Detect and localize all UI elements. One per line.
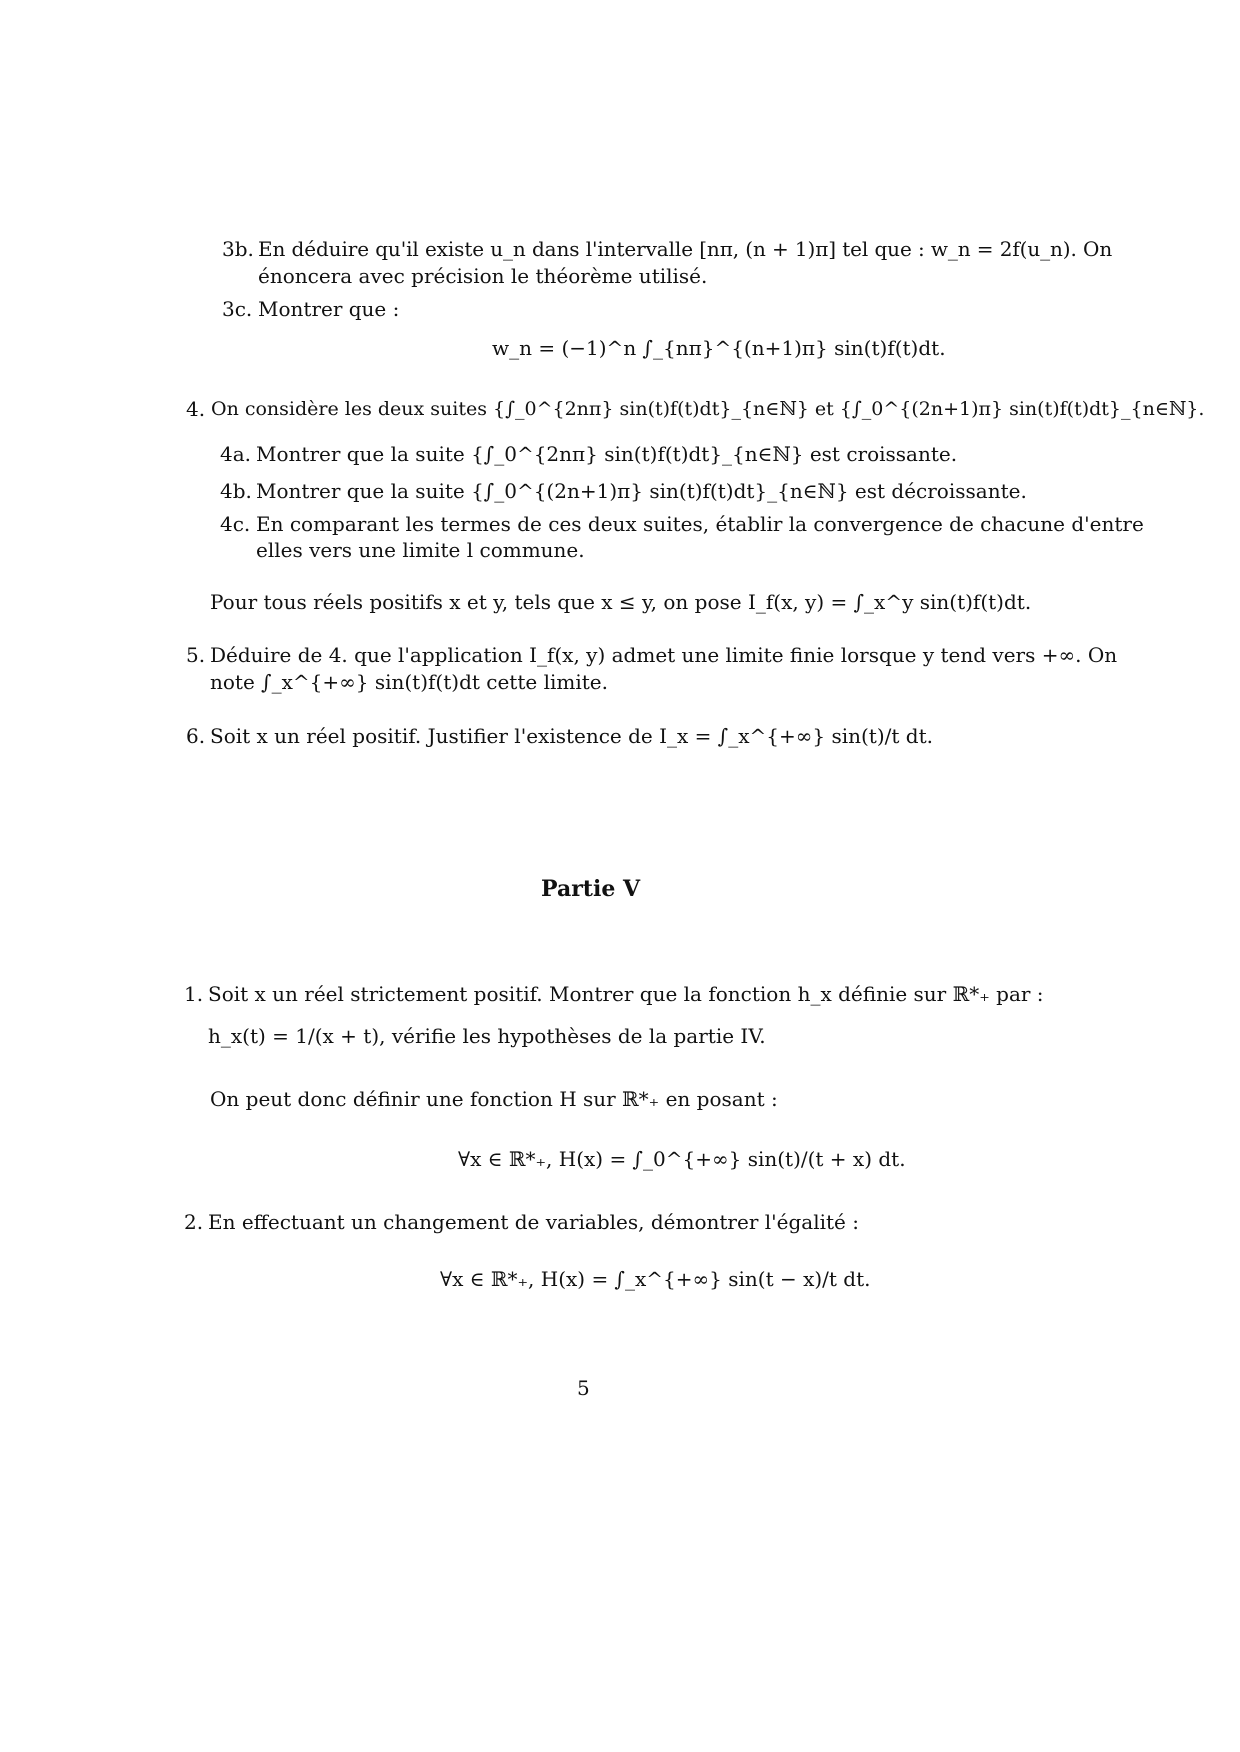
paragraph-definition-If: Pour tous réels positifs x et y, tels que x ≤ y, on pose I_f(x, y) = ∫_x^y sin(t)f(t)dt. — [210, 590, 1032, 614]
item-v2-text: En effectuant un changement de variables, démontrer l'égalité : — [208, 1210, 859, 1234]
item-number-v2: 2. — [184, 1210, 204, 1234]
item-number-3b: 3b. — [222, 237, 254, 261]
item-6-text: Soit x un réel positif. Justifier l'existence de I_x = ∫_x^{+∞} sin(t)/t dt. — [210, 724, 933, 748]
item-v1-line2: h_x(t) = 1/(x + t), vérifie les hypothèses de la partie IV. — [208, 1024, 766, 1048]
page-number: 5 — [577, 1376, 590, 1400]
item-4c-line1: En comparant les termes de ces deux suites, établir la convergence de chacune d'entre — [256, 512, 1144, 536]
item-3b-line2: énoncera avec précision le théorème utilisé. — [258, 264, 708, 288]
item-number-v1: 1. — [184, 982, 204, 1006]
item-5-line2: note ∫_x^{+∞} sin(t)f(t)dt cette limite. — [210, 670, 608, 694]
item-3c-text: Montrer que : — [258, 297, 400, 321]
equation-H-definition: ∀x ∈ ℝ*₊, H(x) = ∫_0^{+∞} sin(t)/(t + x) dt. — [458, 1147, 906, 1171]
item-number-4b: 4b. — [220, 479, 252, 503]
item-number-4a: 4a. — [220, 442, 252, 466]
item-number-4: 4. — [186, 397, 206, 421]
item-4a-text: Montrer que la suite {∫_0^{2nπ} sin(t)f(t)dt}_{n∈ℕ} est croissante. — [256, 442, 958, 466]
item-4c-line2: elles vers une limite l commune. — [256, 538, 585, 562]
equation-w-n: w_n = (−1)^n ∫_{nπ}^{(n+1)π} sin(t)f(t)dt. — [492, 336, 946, 360]
item-number-6: 6. — [186, 724, 206, 748]
item-number-5: 5. — [186, 643, 206, 667]
item-5-line1: Déduire de 4. que l'application I_f(x, y) admet une limite finie lorsque y tend vers +∞. On — [210, 643, 1118, 667]
item-3b-line1: En déduire qu'il existe u_n dans l'intervalle [nπ, (n + 1)π] tel que : w_n = 2f(u_n). On — [258, 237, 1113, 261]
item-4b-text: Montrer que la suite {∫_0^{(2n+1)π} sin(t)f(t)dt}_{n∈ℕ} est décroissante. — [256, 479, 1027, 503]
item-v1-line1: Soit x un réel strictement positif. Montrer que la fonction h_x définie sur ℝ*₊ par : — [208, 982, 1044, 1006]
item-number-4c: 4c. — [220, 512, 251, 536]
equation-H-change-of-variables: ∀x ∈ ℝ*₊, H(x) = ∫_x^{+∞} sin(t − x)/t dt. — [440, 1267, 871, 1291]
item-4-text: On considère les deux suites {∫_0^{2nπ} sin(t)f(t)dt}_{n∈ℕ} et {∫_0^{(2n+1)π} sin(t)f(t)dt}_{n∈ℕ}. — [211, 398, 1205, 420]
item-number-3c: 3c. — [222, 297, 253, 321]
paragraph-define-H: On peut donc définir une fonction H sur ℝ*₊ en posant : — [210, 1087, 778, 1111]
section-heading: Partie V — [541, 876, 641, 902]
